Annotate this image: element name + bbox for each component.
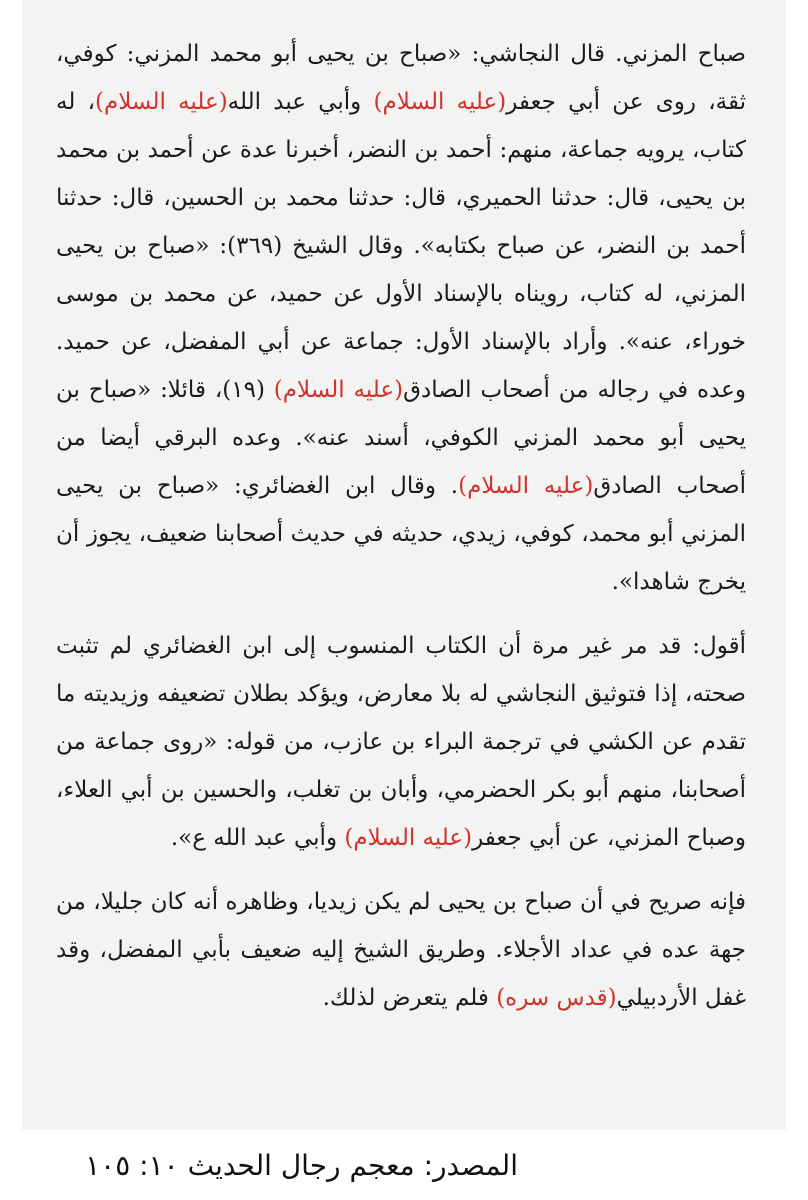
- book-page: [22, 0, 786, 1130]
- text-segment: فلم يتعرض لذلك.: [322, 985, 497, 1011]
- honorific-phrase: (عليه السلام): [458, 473, 594, 499]
- text-segment: . وقال ابن الغضائري: «صباح بن يحيى المزني أبو محمد، كوفي، زيدي، حديثه في حديث أصحابنا ضعيف، يجوز أن يخرج شاهدا».: [56, 473, 746, 595]
- honorific-phrase: (عليه السلام): [273, 377, 404, 403]
- honorific-phrase: (عليه السلام): [344, 825, 473, 851]
- text-segment: أقول: قد مر غير مرة أن الكتاب المنسوب إلى ابن الغضائري لم تثبت صحته، إذا فتوثيق النجاشي له بلا معارض، ويؤكد بطلان تضعيفه وزيديته ما تقدم عن الكشي في ترجمة البراء بن عازب، من قوله: «روى جماعة من أصحابنا، منهم أبو بكر الحضرمي، وأبان بن تغلب، والحسين بن أبي العلاء، وصباح المزني، عن أبي جعفر: [56, 633, 746, 851]
- honorific-phrase: (قدس سره): [496, 985, 617, 1011]
- honorific-phrase: (عليه السلام): [95, 89, 228, 115]
- text-segment: صباح المزني. قال النجاشي: «صباح بن يحيى أبو محمد المزني: كوفي، ثقة، روى عن أبي جعفر: [56, 41, 746, 115]
- book-text-body: [56, 30, 746, 1022]
- paragraph-2: [56, 622, 746, 862]
- text-segment: (١٩)، قائلا: «صباح بن يحيى أبو محمد المزني الكوفي، أسند عنه». وعده البرقي أيضا من أصحاب الصادق: [56, 377, 746, 499]
- text-segment: وأبي عبد الله: [227, 89, 374, 115]
- text-segment: ، له كتاب، يرويه جماعة، منهم: أحمد بن النضر، أخبرنا عدة عن أحمد بن محمد بن يحيى، قال: حدثنا الحميري، قال: حدثنا محمد بن الحسين، قال: حدثنا أحمد بن النضر، عن صباح بكتابه». وقال الشيخ (٣٦٩): «صباح بن يحيى المزني، له كتاب، رويناه بالإسناد الأول عن حميد، عن محمد بن موسى خوراء، عنه». وأراد بالإسناد الأول: جماعة عن أبي المفضل، عن حميد. وعده في رجاله من أصحاب الصادق: [56, 89, 746, 403]
- source-citation: المصدر: معجم رجال الحديث ١٠: ١٠٥: [85, 1149, 518, 1182]
- paragraph-3: [56, 878, 746, 1022]
- honorific-phrase: (عليه السلام): [373, 89, 507, 115]
- text-segment: فإنه صريح في أن صباح بن يحيى لم يكن زيديا، وظاهره أنه كان جليلا، من جهة عده في عداد الأجلاء. وطريق الشيخ إليه ضعيف بأبي المفضل، وقد غفل الأردبيلي: [56, 889, 746, 1011]
- text-segment: وأبي عبد الله ع».: [170, 825, 345, 851]
- paragraph-1: [56, 30, 746, 606]
